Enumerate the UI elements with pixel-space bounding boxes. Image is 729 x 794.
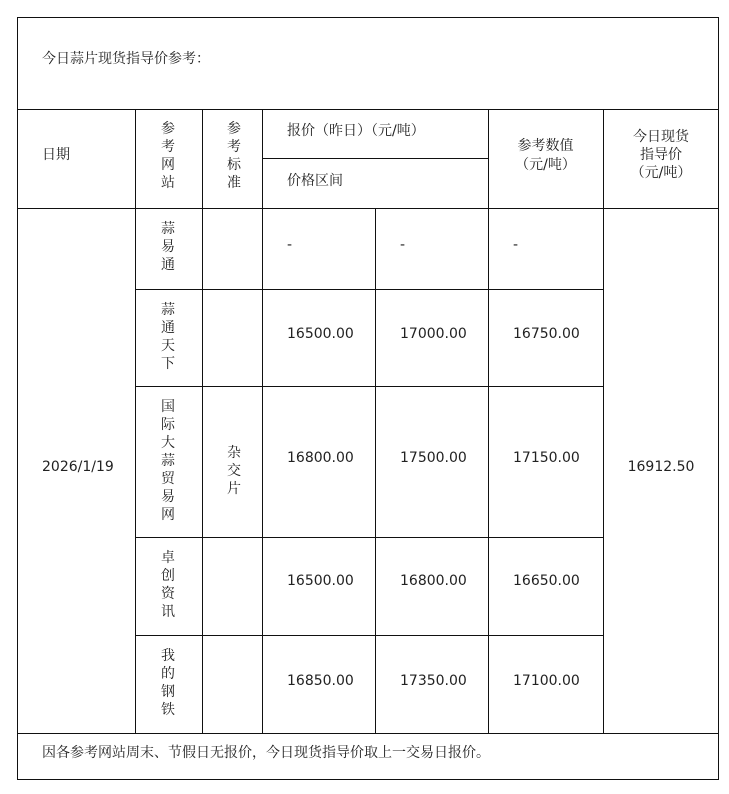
low-price-cell: 16500.00	[287, 573, 354, 589]
page-title: 今日蒜片现货指导价参考：	[42, 51, 210, 67]
low-price-cell: -	[287, 237, 293, 253]
divider	[135, 109, 136, 733]
divider	[202, 109, 203, 733]
date-cell: 2026/1/19	[42, 459, 114, 475]
ref-value-cell: 17100.00	[513, 673, 580, 689]
divider	[135, 386, 603, 387]
guide-price-cell: 16912.50	[627, 459, 695, 475]
header-ref-unit: （元/吨）	[515, 157, 576, 173]
low-price-cell: 16500.00	[287, 326, 354, 342]
high-price-cell: 17350.00	[400, 673, 467, 689]
ref-value-cell: 16750.00	[513, 326, 580, 342]
divider	[135, 289, 603, 290]
header-guide-2: 指导价	[640, 147, 682, 163]
header-range: 价格区间	[287, 173, 343, 189]
header-guide: 今日现货	[633, 129, 689, 145]
header-standard: 参考标准	[227, 121, 241, 191]
footnote: 因各参考网站周末、节假日无报价，今日现货指导价取上一交易日报价。	[42, 745, 490, 761]
site-cell: 蒜通天下	[161, 302, 175, 372]
divider	[603, 109, 604, 733]
ref-value-cell: 16650.00	[513, 573, 580, 589]
header-site: 参考网站	[161, 121, 175, 191]
divider	[17, 733, 719, 734]
standard-cell: 杂交片	[227, 445, 241, 497]
site-cell: 国际大蒜贸易网	[161, 399, 175, 523]
high-price-cell: 17000.00	[400, 326, 467, 342]
site-cell: 蒜易通	[161, 221, 175, 273]
header-date: 日期	[42, 147, 70, 163]
site-cell: 我的钢铁	[161, 648, 175, 718]
divider	[135, 537, 603, 538]
low-price-cell: 16800.00	[287, 450, 354, 466]
divider	[375, 208, 376, 733]
ref-value-cell: -	[513, 237, 519, 253]
divider	[488, 109, 489, 733]
site-cell: 卓创资讯	[161, 550, 175, 620]
divider	[17, 109, 719, 110]
divider	[262, 109, 263, 733]
header-ref-value: 参考数值	[517, 138, 574, 154]
ref-value-cell: 17150.00	[513, 450, 580, 466]
header-guide-unit: （元/吨）	[630, 165, 692, 181]
high-price-cell: 16800.00	[400, 573, 467, 589]
high-price-cell: -	[400, 237, 406, 253]
low-price-cell: 16850.00	[287, 673, 354, 689]
divider	[262, 158, 488, 159]
divider	[135, 635, 603, 636]
high-price-cell: 17500.00	[400, 450, 467, 466]
divider	[17, 208, 719, 209]
header-quote: 报价（昨日）（元/吨）	[287, 123, 425, 139]
